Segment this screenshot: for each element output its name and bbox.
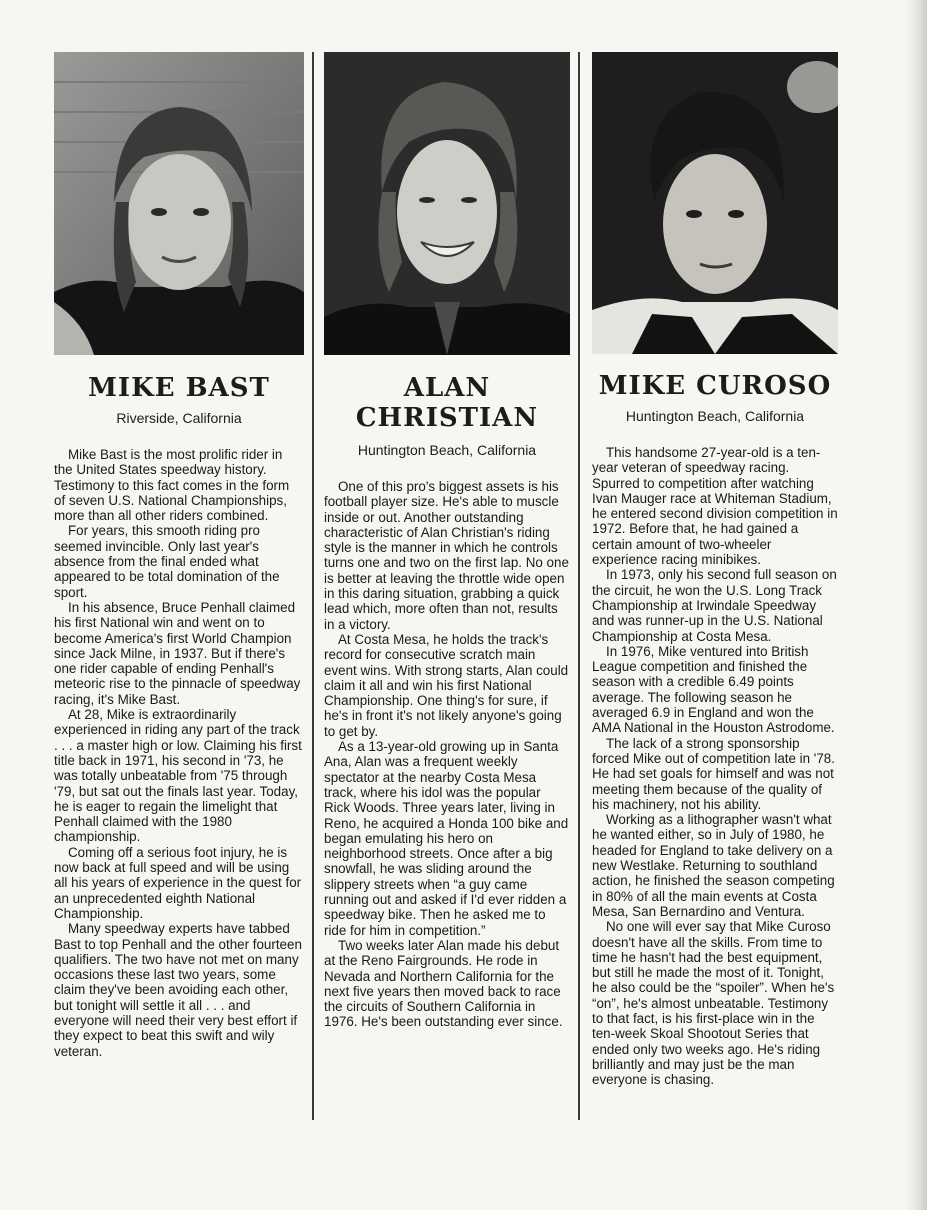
bio-paragraph: Coming off a serious foot injury, he is now back at full speed and will be using all his years of experience in the quest for an unprecedented eighth National Championship. [54, 844, 302, 921]
rider-bio [324, 479, 570, 1030]
page-edge [905, 0, 927, 1210]
bio-paragraph: Working as a lithographer wasn't what he wanted either, so in July of 1980, he headed for England to take delivery on a new Westlake. Returning to southland action, he finished the season competing in 80% of all the main events at Costa Mesa, San Bernardino and Ventura. [592, 812, 835, 919]
portrait-image [324, 52, 570, 355]
bio-paragraph: For years, this smooth riding pro seemed invincible. Only last year's absence from the final ended what appeared to be total domination of the sport. [54, 523, 280, 600]
rider-bio [54, 447, 304, 1059]
rider-name: MIKE BAST [88, 373, 270, 403]
portrait-image [54, 52, 304, 355]
bio-paragraph: This handsome 27-year-old is a ten-year veteran of speedway racing. Spurred to competition after watching Ivan Mauger race at Whiteman Stadium, he entered second division competition in 1972. Before that, he had gained a certain amount of two-wheeler experience racing minibikes. [592, 445, 838, 568]
bio-paragraph: At 28, Mike is extraordinarily experienced in riding any part of the track . . . a master high or low. Claiming his first title back in 1971, his second in '73, he was totally unbeatable from '75 through '79, but sat out the finals last year. Today, he is eager to regain the limelight that Penhall claimed with the 1980 championship. [54, 707, 302, 845]
rider-hometown: Huntington Beach, California [357, 442, 537, 458]
rider-name: ALAN CHRISTIAN [355, 373, 539, 433]
rider-column-christian [324, 52, 570, 1030]
rider-column-bast [54, 52, 304, 1059]
portrait-image [592, 52, 838, 354]
column-divider-left [312, 52, 314, 1120]
bio-paragraph: As a 13-year-old growing up in Santa Ana, Alan was a frequent weekly spectator at the nearby Costa Mesa track, where his idol was the popular Rick Woods. Three years later, living in Reno, he acquired a Honda 100 bike and began emulating his hero on neighborhood streets. Once after a big snowfall, he was sliding around the slippery streets when “a guy came running out and asked if I'd ever ridden a speedway bike. Then he asked me to ride for him in competition.” [324, 739, 569, 938]
rider-column-curoso [592, 52, 838, 1087]
bio-paragraph: Many speedway experts have tabbed Bast to top Penhall and the other fourteen qualifiers. The two have not met on many occasions these last two years, some claim they've been avoiding each other, but tonight will settle it all . . . and everyone will need their very best effort if they expect to beat this swift and wily veteran. [54, 921, 302, 1059]
bio-paragraph: In 1976, Mike ventured into British League competition and finished the season with a credible 6.49 points average. The following season he averaged 6.9 in England and won the AMA National in the Houston Astrodome. [592, 643, 835, 736]
column-divider-right [578, 52, 580, 1120]
rider-photo [324, 52, 570, 355]
bio-paragraph: The lack of a strong sponsorship forced Mike out of competition late in '78. He had set goals for himself and was not meeting them because of the quality of his machinery, not his ability. [592, 735, 835, 812]
bio-paragraph: Two weeks later Alan made his debut at the Reno Fairgrounds. He rode in Nevada and Northern California for the next five years then moved back to race the circuits of Southern California in 1976. He's been outstanding ever since. [324, 937, 563, 1030]
rider-photo [54, 52, 304, 355]
rider-bio [592, 445, 838, 1087]
bio-paragraph: Mike Bast is the most prolific rider in the United States speedway history. Testimony to this fact comes in the form of seven U.S. National Championships, more than all other riders combined. [54, 447, 290, 524]
rider-hometown: Riverside, California [116, 410, 242, 426]
rider-hometown: Huntington Beach, California [625, 408, 805, 424]
bio-paragraph: One of this pro's biggest assets is his football player size. He's able to muscle inside or out. Another outstanding characteristic of Alan Christian's riding style is the manner in which he controls turns one and two on the first lap. No one is better at leaving the throttle wide open in this daring situation, grabbing a quick lead which, more often than not, results in a victory. [324, 479, 569, 632]
bio-paragraph: In 1973, only his second full season on the circuit, he won the U.S. Long Track Championship at Irwindale Speedway and was runner-up in the U.S. National Championship at Costa Mesa. [592, 567, 837, 644]
rider-name: MIKE CUROSO [598, 371, 832, 401]
rider-photo [592, 52, 838, 354]
bio-paragraph: At Costa Mesa, he holds the track's record for consecutive scratch main event wins. With strong starts, Alan could claim it all and win his first National Championship. One thing's for sure, if he's in front it's not likely anyone's going to get by. [324, 631, 569, 739]
bio-paragraph: No one will ever say that Mike Curoso doesn't have all the skills. From time to time he hasn't had the best equipment, but still he made the most of it. Tonight, he also could be the “spoiler”. When he's “on”, he's almost unbeatable. Testimony to that fact, is his first-place win in the ten-week Skoal Shootout Series that ended only two weeks ago. He's riding brilliantly and may just be the man everyone is chasing. [592, 919, 835, 1088]
bio-paragraph: In his absence, Bruce Penhall claimed his first National win and went on to become America's first World Champion since Jack Milne, in 1937. But if there's one rider capable of ending Penhall's meteoric rise to the pinnacle of speedway racing, it's Mike Bast. [54, 599, 301, 707]
